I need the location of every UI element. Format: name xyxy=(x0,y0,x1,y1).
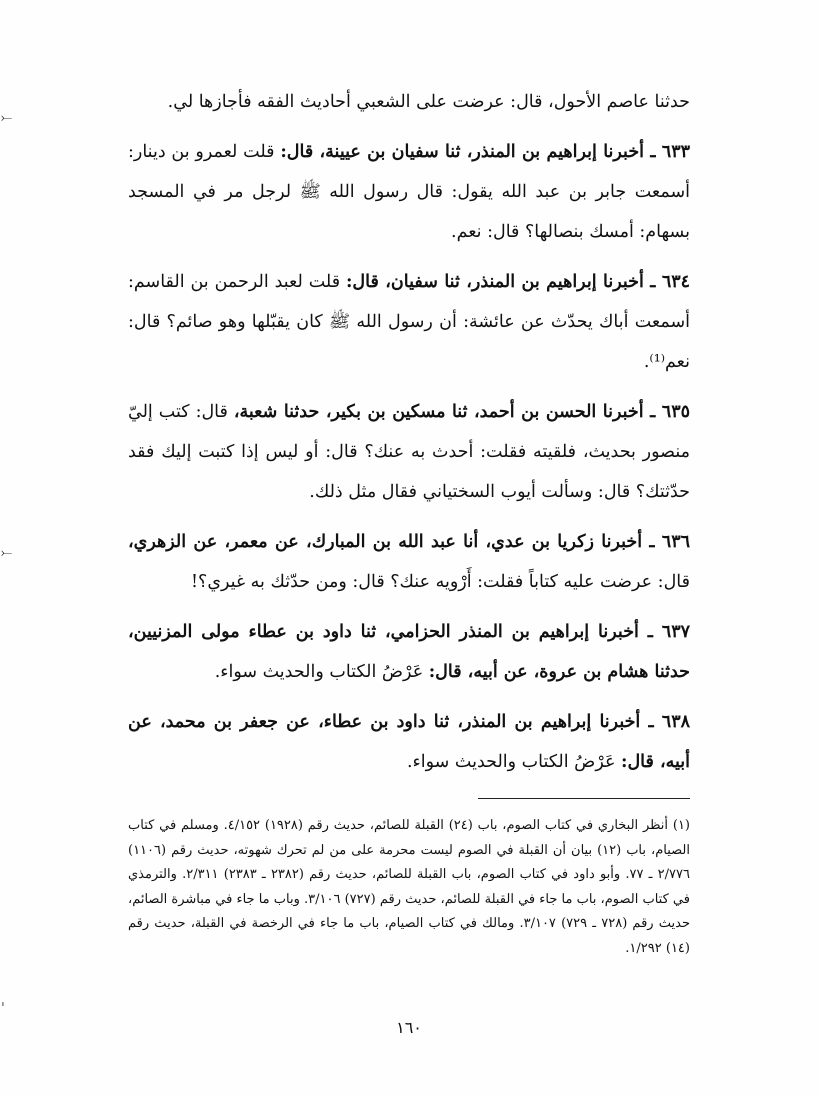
paragraph-633: ٦٣٣ ـ أخبرنا إبراهيم بن المنذر، ثنا سفيان بن عيينة، قال: قلت لعمرو بن دينار: أسمعت جابر بن عبد الله يقول: قال رسول الله ﷺ لرجل مر في المسجد بسهام: أمسك بنصالها؟ قال: نعم. xyxy=(128,142,690,242)
footnote: (١) أنظر البخاري في كتاب الصوم، باب (٢٤) القبلة للصائم، حديث رقم (١٩٢٨) ٤/١٥٢. ومسلم في كتاب الصيام، باب (١٢) بيان أن القبلة في الصوم ليست محرمة على من لم تحرك شهوته، حديث رقم (١١٠٦) ٢/٧٧٦ ـ ٧٧. وأبو داود في كتاب الصوم، باب القبلة للصائم، حديث رقم (٢٣٨٢ ـ ٢٣٨٣) ٢/٣١١. والترمذي في كتاب الصوم، باب ما جاء في القبلة للصائم، حديث رقم (٧٢٧) ٣/١٠٦. وباب ما جاء في مباشرة الصائم، حديث رقم (٧٢٨ ـ ٧٢٩) ٣/١٠٧. ومالك في كتاب الصيام، باب ما جاء في الرخصة في القبلة، حديث رقم (١٤) ١/٢٩٢. xyxy=(128,818,690,956)
paragraph-638: ٦٣٨ ـ أخبرنا إبراهيم بن المنذر، ثنا داود بن عطاء، عن جعفر بن محمد، عن أبيه، قال: عَرْضُ الكتاب والحديث سواء. xyxy=(128,712,690,772)
paragraph-634: ٦٣٤ ـ أخبرنا إبراهيم بن المنذر، ثنا سفيان، قال: قلت لعبد الرحمن بن القاسم: أسمعت أباك يحدّث عن عائشة: أن رسول الله ﷺ كان يقبّلها وهو صائم؟ قال: نعم⁽¹⁾. xyxy=(128,272,691,372)
margin-mark-icon: ˌ xyxy=(1,992,5,1008)
paragraph-635: ٦٣٥ ـ أخبرنا الحسن بن أحمد، ثنا مسكين بن بكير، حدثنا شعبة، قال: كتب إليّ منصور بحديث، فلقيته فقلت: أحدث به عنك؟ قال: أو ليس إذا كتبت إليك فقد حدّثتك؟ قال: وسألت أيوب السختياني فقال مثل ذلك. xyxy=(128,402,690,502)
paragraph-0: حدثنا عاصم الأحول، قال: عرضت على الشعبي أحاديث الفقه فأجازها لي. xyxy=(167,92,690,112)
paragraph-637: ٦٣٧ ـ أخبرنا إبراهيم بن المنذر الحزامي، ثنا داود بن عطاء مولى المزنيين، حدثنا هشام بن عروة، عن أبيه، قال: عَرْضُ الكتاب والحديث سواء. xyxy=(128,622,690,682)
main-text xyxy=(128,82,690,792)
margin-mark-icon: ⤚ xyxy=(1,545,13,561)
margin-mark-icon: ⤚ xyxy=(1,110,13,126)
page-number: ١٦٠ xyxy=(396,1018,422,1037)
paragraph-636: ٦٣٦ ـ أخبرنا زكريا بن عدي، أنا عبد الله بن المبارك، عن معمر، عن الزهري، قال: عرضت عليه كتاباً فقلت: أَرْويه عنك؟ قال: ومن حدّثك به غيري؟! xyxy=(128,532,690,592)
footnote-divider xyxy=(478,798,690,799)
